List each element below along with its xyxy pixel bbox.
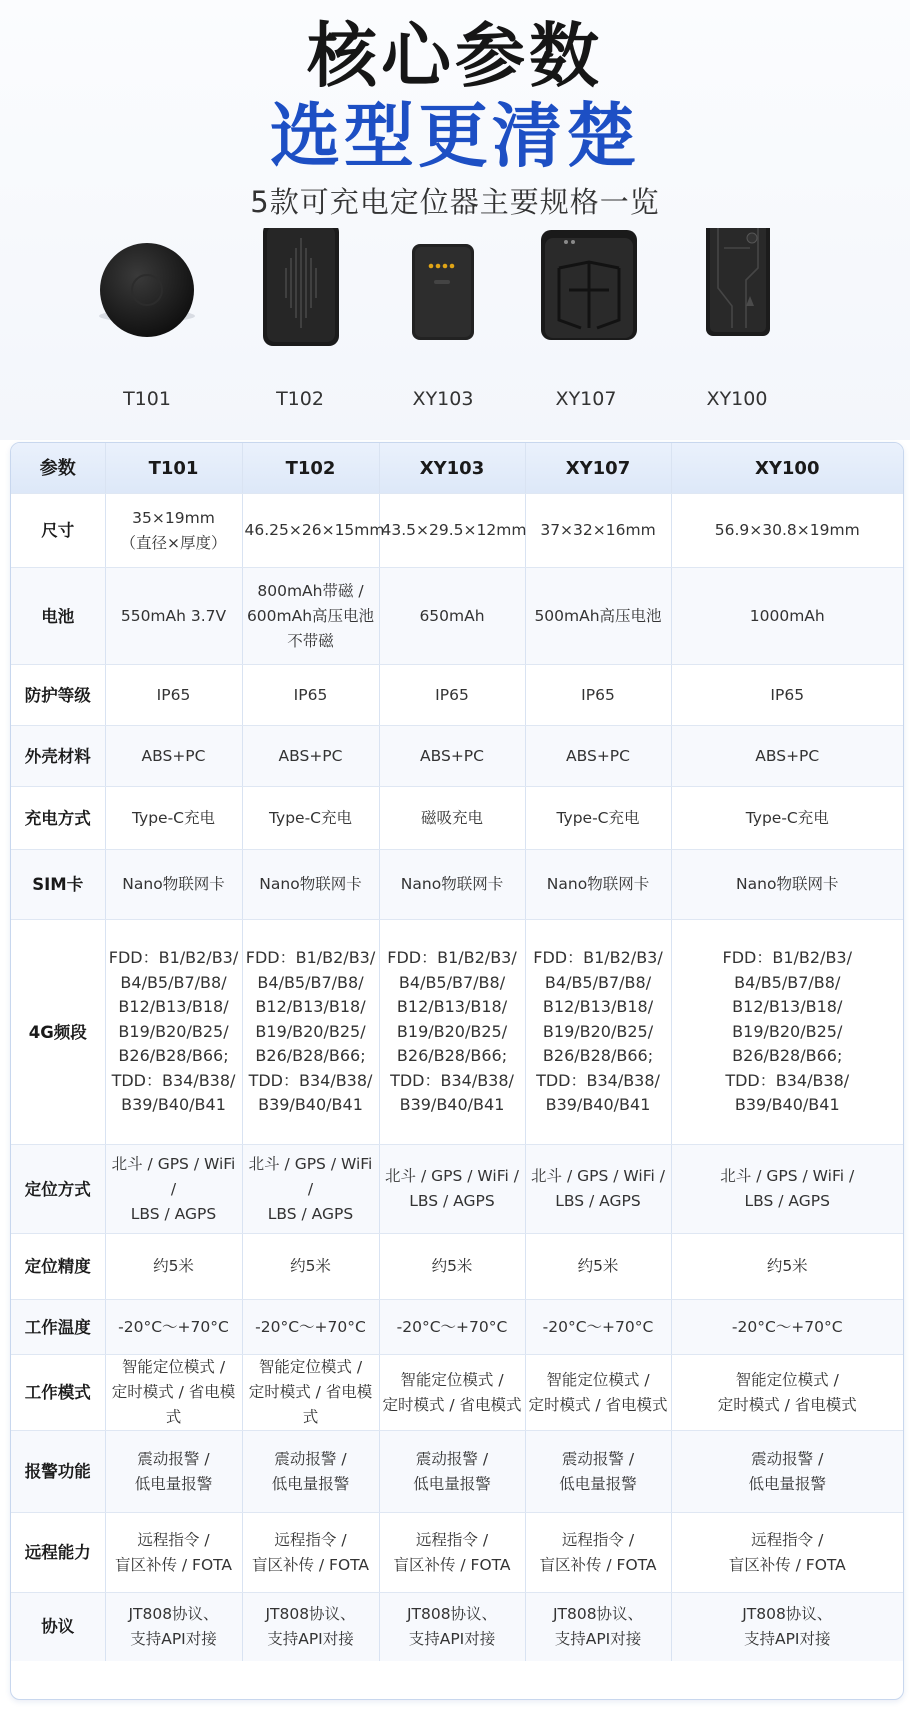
header-t101: T101: [105, 443, 242, 494]
cell-value: FDD：B1/B2/B3/ B4/B5/B7/B8/ B12/B13/B18/ B19/B20/B25/ B26/B28/B66; TDD：B34/B38/ B39/B40/B41: [242, 920, 379, 1145]
row-protocol: [11, 1593, 903, 1661]
cell-value: 智能定位模式 / 定时模式 / 省电模式: [671, 1355, 903, 1431]
cell-value: 650mAh: [379, 568, 525, 665]
cell-value: FDD：B1/B2/B3/ B4/B5/B7/B8/ B12/B13/B18/ B19/B20/B25/ B26/B28/B66; TDD：B34/B38/ B39/B40/B41: [671, 920, 903, 1145]
header-t102: T102: [242, 443, 379, 494]
product-name: T101: [123, 388, 171, 410]
row-charging: [11, 787, 903, 850]
cell-value: 约5米: [242, 1234, 379, 1300]
cell-value: 远程指令 / 盲区补传 / FOTA: [105, 1513, 242, 1593]
subtitle: 5款可充电定位器主要规格一览: [250, 185, 660, 219]
product-xy100: [662, 228, 812, 418]
product-xy103: [368, 228, 518, 418]
row-label: 定位方式: [11, 1145, 105, 1234]
row-accuracy: [11, 1234, 903, 1300]
cell-value: 800mAh带磁 / 600mAh高压电池 不带磁: [242, 568, 379, 665]
cell-value: FDD：B1/B2/B3/ B4/B5/B7/B8/ B12/B13/B18/ B19/B20/B25/ B26/B28/B66; TDD：B34/B38/ B39/B40/B41: [105, 920, 242, 1145]
cell-value: 37×32×16mm: [525, 494, 671, 568]
cell-value: 56.9×30.8×19mm: [671, 494, 903, 568]
cell-value: 北斗 / GPS / WiFi / LBS / AGPS: [379, 1145, 525, 1234]
cell-value: Nano物联网卡: [379, 850, 525, 920]
rectangular-tracker-icon: [225, 228, 375, 378]
row-label: 电池: [11, 568, 105, 665]
header-param: 参数: [11, 443, 105, 494]
row-label: 充电方式: [11, 787, 105, 850]
product-name: T102: [276, 388, 324, 410]
header-xy107: XY107: [525, 443, 671, 494]
row-positioning: [11, 1145, 903, 1234]
cell-value: 震动报警 / 低电量报警: [525, 1431, 671, 1513]
row-sim: [11, 850, 903, 920]
product-name: XY107: [555, 388, 617, 410]
product-xy107: [511, 228, 661, 418]
cell-value: 500mAh高压电池: [525, 568, 671, 665]
header-xy103: XY103: [379, 443, 525, 494]
row-size: [11, 494, 903, 568]
cell-value: Type-C充电: [525, 787, 671, 850]
row-battery: [11, 568, 903, 665]
cell-value: -20°C～+70°C: [379, 1300, 525, 1355]
product-t101: [72, 228, 222, 418]
cell-value: Nano物联网卡: [105, 850, 242, 920]
cell-value: Type-C充电: [105, 787, 242, 850]
row-label: 工作模式: [11, 1355, 105, 1431]
cell-value: Nano物联网卡: [242, 850, 379, 920]
mini-tracker-icon: [368, 228, 518, 378]
row-work-mode: [11, 1355, 903, 1431]
cell-value: 1000mAh: [671, 568, 903, 665]
row-ip-rating: [11, 665, 903, 726]
cell-value: IP65: [379, 665, 525, 726]
spec-table: [10, 442, 904, 1700]
cell-value: FDD：B1/B2/B3/ B4/B5/B7/B8/ B12/B13/B18/ B19/B20/B25/ B26/B28/B66; TDD：B34/B38/ B39/B40/B41: [379, 920, 525, 1145]
cell-value: 智能定位模式 / 定时模式 / 省电模式: [242, 1355, 379, 1431]
row-label: 报警功能: [11, 1431, 105, 1513]
row-label: 协议: [11, 1593, 105, 1661]
cell-value: -20°C～+70°C: [105, 1300, 242, 1355]
headline-line-2: 选型更清楚: [270, 95, 640, 177]
cell-value: Nano物联网卡: [525, 850, 671, 920]
row-shell-material: [11, 726, 903, 787]
product-name: XY103: [412, 388, 474, 410]
cell-value: IP65: [105, 665, 242, 726]
row-alarm: [11, 1431, 903, 1513]
hero-section: [0, 0, 910, 440]
cell-value: 北斗 / GPS / WiFi / LBS / AGPS: [525, 1145, 671, 1234]
cell-value: Type-C充电: [671, 787, 903, 850]
row-label: 尺寸: [11, 494, 105, 568]
cell-value: 约5米: [525, 1234, 671, 1300]
cell-value: 震动报警 / 低电量报警: [379, 1431, 525, 1513]
cell-value: 35×19mm （直径×厚度）: [105, 494, 242, 568]
row-label: 防护等级: [11, 665, 105, 726]
cell-value: JT808协议、 支持API对接: [105, 1593, 242, 1661]
cell-value: Type-C充电: [242, 787, 379, 850]
cell-value: 智能定位模式 / 定时模式 / 省电模式: [525, 1355, 671, 1431]
row-label: 定位精度: [11, 1234, 105, 1300]
cell-value: JT808协议、 支持API对接: [525, 1593, 671, 1661]
cell-value: -20°C～+70°C: [671, 1300, 903, 1355]
cell-value: 震动报警 / 低电量报警: [105, 1431, 242, 1513]
cell-value: JT808协议、 支持API对接: [671, 1593, 903, 1661]
cell-value: 43.5×29.5×12mm: [379, 494, 525, 568]
headline-line-1: 核心参数: [307, 15, 603, 97]
cell-value: 远程指令 / 盲区补传 / FOTA: [671, 1513, 903, 1593]
cell-value: IP65: [242, 665, 379, 726]
cell-value: JT808协议、 支持API对接: [242, 1593, 379, 1661]
row-label: 4G频段: [11, 920, 105, 1145]
cell-value: 震动报警 / 低电量报警: [242, 1431, 379, 1513]
header-row: [11, 443, 903, 494]
header-xy100: XY100: [671, 443, 903, 494]
cell-value: -20°C～+70°C: [525, 1300, 671, 1355]
row-label: 工作温度: [11, 1300, 105, 1355]
cell-value: 北斗 / GPS / WiFi / LBS / AGPS: [242, 1145, 379, 1234]
cell-value: 磁吸充电: [379, 787, 525, 850]
cell-value: ABS+PC: [525, 726, 671, 787]
cell-value: 远程指令 / 盲区补传 / FOTA: [525, 1513, 671, 1593]
square-tracker-icon: [511, 228, 661, 378]
cell-value: 远程指令 / 盲区补传 / FOTA: [242, 1513, 379, 1593]
cell-value: Nano物联网卡: [671, 850, 903, 920]
cell-value: 46.25×26×15mm: [242, 494, 379, 568]
cell-value: FDD：B1/B2/B3/ B4/B5/B7/B8/ B12/B13/B18/ B19/B20/B25/ B26/B28/B66; TDD：B34/B38/ B39/B40/B41: [525, 920, 671, 1145]
cell-value: 550mAh 3.7V: [105, 568, 242, 665]
cell-value: 智能定位模式 / 定时模式 / 省电模式: [379, 1355, 525, 1431]
cell-value: 北斗 / GPS / WiFi / LBS / AGPS: [105, 1145, 242, 1234]
row-label: SIM卡: [11, 850, 105, 920]
cell-value: JT808协议、 支持API对接: [379, 1593, 525, 1661]
cell-value: 震动报警 / 低电量报警: [671, 1431, 903, 1513]
cell-value: IP65: [525, 665, 671, 726]
row-4g-bands: [11, 920, 903, 1145]
cell-value: ABS+PC: [242, 726, 379, 787]
cell-value: ABS+PC: [671, 726, 903, 787]
cell-value: -20°C～+70°C: [242, 1300, 379, 1355]
cell-value: IP65: [671, 665, 903, 726]
row-remote: [11, 1513, 903, 1593]
row-label: 远程能力: [11, 1513, 105, 1593]
cell-value: 约5米: [379, 1234, 525, 1300]
cell-value: 远程指令 / 盲区补传 / FOTA: [379, 1513, 525, 1593]
cell-value: ABS+PC: [379, 726, 525, 787]
cell-value: 约5米: [671, 1234, 903, 1300]
product-t102: [225, 228, 375, 418]
row-label: 外壳材料: [11, 726, 105, 787]
row-temperature: [11, 1300, 903, 1355]
slim-tracker-icon: [662, 228, 812, 378]
cell-value: ABS+PC: [105, 726, 242, 787]
cell-value: 北斗 / GPS / WiFi / LBS / AGPS: [671, 1145, 903, 1234]
round-tracker-icon: [72, 228, 222, 378]
cell-value: 约5米: [105, 1234, 242, 1300]
product-name: XY100: [706, 388, 768, 410]
cell-value: 智能定位模式 / 定时模式 / 省电模式: [105, 1355, 242, 1431]
